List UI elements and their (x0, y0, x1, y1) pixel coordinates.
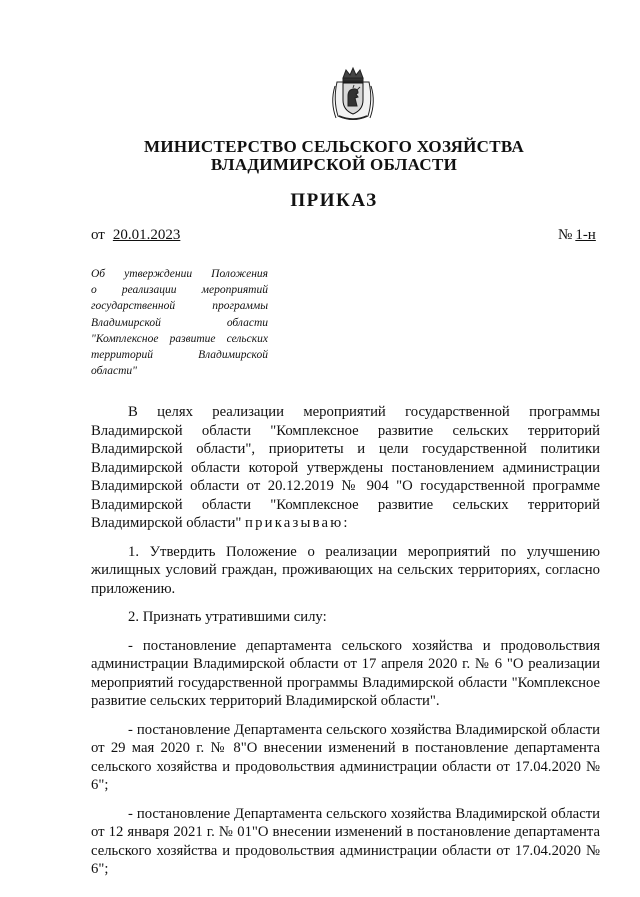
subject-line: о реализации мероприятий (91, 284, 268, 297)
document-body (91, 403, 600, 889)
clause-2-item-2: - постановление Департамента сельского хозяйства Владимирской области от 29 мая 2020 г. № 8"О внесении изменений в постановление департамента сельского хозяйства и продовольствия администрации области от 17.04.2020 № 6"; (91, 721, 600, 793)
number-prefix: № (558, 227, 573, 243)
clause-2-item-1: - постановление департамента сельского хозяйства и продовольствия администрации Владимирской области от 17 апреля 2020 г. № 6 "О реализации мероприятий государственной программы Владимирской области "Комплексное развитие сельских территорий Владимирской области". (91, 637, 600, 709)
ministry-name-line1: МИНИСТЕРСТВО СЕЛЬСКОГО ХОЗЯЙСТВА (143, 137, 525, 156)
subject-line: области" (91, 365, 137, 378)
order-subject (91, 266, 268, 379)
intro-paragraph (91, 403, 600, 533)
intro-text: В целях реализации мероприятий государственной программы Владимирской области "Комплексное развитие сельских территорий Владимирской области", приоритеты и цели государственной политики Владимирской области которой утверждены постановлением администрации Владимирской области от 20.12.2019 № 904 "О государственной программе Владимирской области "Комплексное развитие сельских территорий Владимирской области" (91, 404, 600, 531)
clause-1: 1. Утвердить Положение о реализации мероприятий по улучшению жилищных условий граждан, проживающих на сельских территориях, согласно приложению. (91, 543, 600, 597)
subject-line: Владимирской области (91, 316, 268, 329)
subject-line: Об утверждении Положения (91, 268, 268, 280)
subject-line: "Комплексное развитие сельских (91, 332, 268, 345)
date-value: 20.01.2023 (112, 227, 181, 243)
ministry-name-line2: ВЛАДИМИРСКОЙ ОБЛАСТИ (210, 155, 458, 174)
order-date (91, 227, 180, 244)
clause-2: 2. Признать утратившими силу: (128, 609, 327, 625)
coat-of-arms-icon (329, 66, 377, 124)
document-title: ПРИКАЗ (290, 190, 378, 211)
clause-2-item-3: - постановление Департамента сельского хозяйства Владимирской области от 12 января 2021 г. № 01"О внесении изменений в постановление департамента сельского хозяйства и продовольствия администрации области от 17.04.2020 № 6"; (91, 805, 600, 877)
subject-line: территорий Владимирской (91, 349, 268, 362)
date-prefix: от (91, 227, 105, 243)
order-number (558, 227, 596, 244)
intro-decree-word: приказываю: (245, 515, 350, 531)
number-value: 1-н (575, 227, 596, 243)
subject-line: государственной программы (91, 300, 268, 313)
